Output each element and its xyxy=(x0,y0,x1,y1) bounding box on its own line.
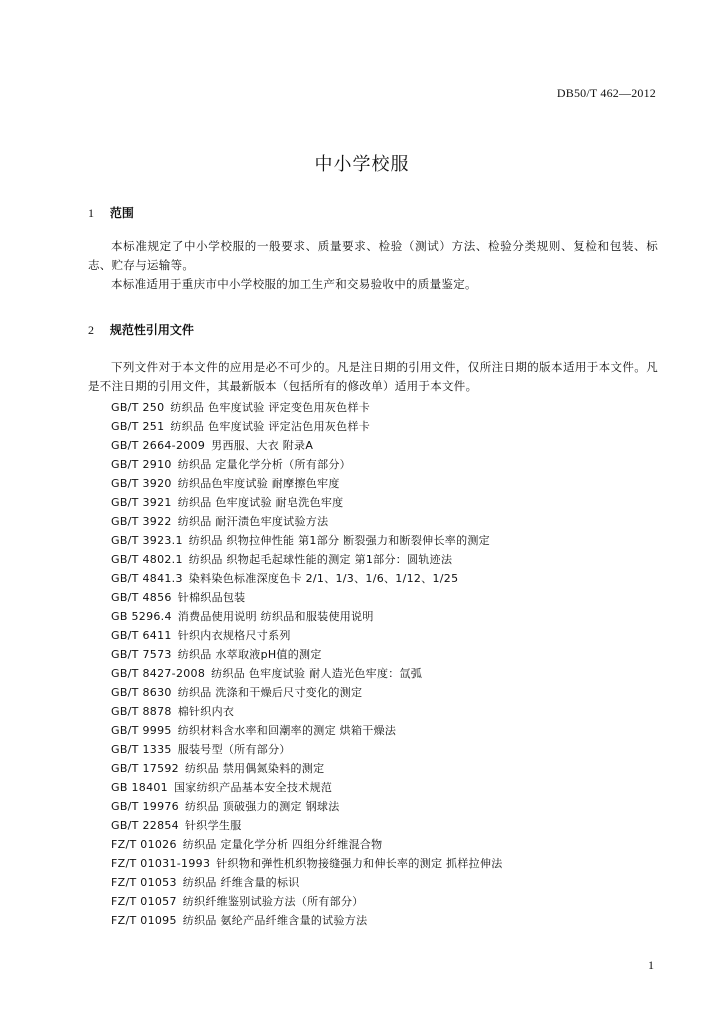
reference-code: FZ/T 01053 xyxy=(111,876,177,889)
reference-item xyxy=(111,816,503,835)
reference-title: 纺织纤维鉴别试验方法（所有部分） xyxy=(182,895,364,908)
page-number: 1 xyxy=(648,958,654,972)
reference-item xyxy=(111,740,503,759)
reference-title: 纺织品 水萃取液pH值的测定 xyxy=(177,648,322,661)
reference-item xyxy=(111,759,503,778)
reference-item xyxy=(111,398,503,417)
reference-title: 纺织品 顶破强力的测定 钢球法 xyxy=(185,800,340,813)
reference-title: 纺织品 纤维含量的标识 xyxy=(182,876,300,889)
reference-item xyxy=(111,531,503,550)
reference-title: 纺织品 色牢度试验 评定变色用灰色样卡 xyxy=(170,401,371,414)
reference-item xyxy=(111,854,503,873)
reference-code: GB/T 7573 xyxy=(111,648,172,661)
section-title: 规范性引用文件 xyxy=(109,323,194,337)
reference-title: 染料染色标准深度色卡 2/1、1/3、1/6、1/12、1/25 xyxy=(188,572,459,585)
section-heading-normative-references xyxy=(88,321,194,338)
reference-code: GB/T 2910 xyxy=(111,458,172,471)
reference-code: GB/T 8630 xyxy=(111,686,172,699)
reference-item xyxy=(111,778,503,797)
reference-title: 纺织品 色牢度试验 评定沾色用灰色样卡 xyxy=(170,420,371,433)
reference-item xyxy=(111,911,503,930)
reference-title: 纺织材料含水率和回潮率的测定 烘箱干燥法 xyxy=(177,724,397,737)
reference-item xyxy=(111,493,503,512)
reference-item xyxy=(111,569,503,588)
reference-code: GB/T 1335 xyxy=(111,743,172,756)
reference-title: 国家纺织产品基本安全技术规范 xyxy=(173,781,333,794)
reference-code: FZ/T 01031-1993 xyxy=(111,857,211,870)
reference-item xyxy=(111,436,503,455)
reference-item xyxy=(111,626,503,645)
reference-title: 针织学生服 xyxy=(185,819,242,832)
reference-code: FZ/T 01026 xyxy=(111,838,177,851)
reference-title: 纺织品 定量化学分析（所有部分） xyxy=(177,458,351,471)
reference-code: GB/T 3921 xyxy=(111,496,172,509)
document-title: 中小学校服 xyxy=(314,154,410,175)
reference-item xyxy=(111,512,503,531)
reference-item xyxy=(111,455,503,474)
section-number: 1 xyxy=(88,206,94,220)
reference-item xyxy=(111,645,503,664)
reference-title: 纺织品 色牢度试验 耐皂洗色牢度 xyxy=(177,496,344,509)
reference-title: 针棉织品包装 xyxy=(177,591,246,604)
reference-code: GB/T 3920 xyxy=(111,477,172,490)
reference-title: 纺织品色牢度试验 耐摩擦色牢度 xyxy=(177,477,340,490)
reference-item xyxy=(111,835,503,854)
reference-item xyxy=(111,683,503,702)
reference-code: GB/T 8427-2008 xyxy=(111,667,206,680)
reference-code: FZ/T 01095 xyxy=(111,914,177,927)
reference-title: 棉针织内衣 xyxy=(177,705,235,718)
reference-list xyxy=(111,398,503,930)
reference-item xyxy=(111,873,503,892)
reference-item xyxy=(111,892,503,911)
reference-title: 纺织品 织物拉伸性能 第1部分 断裂强力和断裂伸长率的测定 xyxy=(188,534,490,547)
reference-code: GB 18401 xyxy=(111,781,168,794)
reference-code: GB/T 4856 xyxy=(111,591,172,604)
reference-code: GB/T 8878 xyxy=(111,705,172,718)
reference-code: FZ/T 01057 xyxy=(111,895,177,908)
references-intro-paragraph: 下列文件对于本文件的应用是必不可少的。凡是注日期的引用文件，仅所注日期的版本适用于本文件。凡是不注日期的引用文件，其最新版本（包括所有的修改单）适用于本文件。 xyxy=(88,360,658,393)
reference-title: 针织物和弹性机织物接缝强力和伸长率的测定 抓样拉伸法 xyxy=(216,857,503,870)
reference-title: 服装号型（所有部分） xyxy=(177,743,291,756)
reference-title: 纺织品 氨纶产品纤维含量的试验方法 xyxy=(182,914,368,927)
reference-code: GB/T 3923.1 xyxy=(111,534,183,547)
reference-code: GB/T 4802.1 xyxy=(111,553,183,566)
reference-code: GB/T 6411 xyxy=(111,629,172,642)
reference-item xyxy=(111,721,503,740)
reference-code: GB/T 3922 xyxy=(111,515,172,528)
reference-code: GB/T 2664-2009 xyxy=(111,439,206,452)
reference-code: GB/T 19976 xyxy=(111,800,179,813)
reference-code: GB/T 251 xyxy=(111,420,165,433)
reference-title: 针织内衣规格尺寸系列 xyxy=(177,629,291,642)
reference-code: GB/T 9995 xyxy=(111,724,172,737)
reference-item xyxy=(111,702,503,721)
scope-paragraph: 本标准规定了中小学校服的一般要求、质量要求、检验（测试）方法、检验分类规则、复检和包装、标志、贮存与运输等。 xyxy=(88,239,658,272)
reference-item xyxy=(111,588,503,607)
reference-title: 纺织品 耐汗渍色牢度试验方法 xyxy=(177,515,329,528)
section-title: 范围 xyxy=(109,206,134,220)
reference-code: GB/T 17592 xyxy=(111,762,179,775)
reference-item xyxy=(111,417,503,436)
reference-title: 纺织品 洗涤和干燥后尺寸变化的测定 xyxy=(177,686,363,699)
reference-title: 纺织品 定量化学分析 四组分纤维混合物 xyxy=(182,838,383,851)
reference-title: 消费品使用说明 纺织品和服装使用说明 xyxy=(177,610,374,623)
section-heading-scope xyxy=(88,204,134,221)
reference-code: GB/T 250 xyxy=(111,401,165,414)
reference-item xyxy=(111,797,503,816)
reference-code: GB/T 22854 xyxy=(111,819,179,832)
reference-title: 纺织品 色牢度试验 耐人造光色牢度：氙弧 xyxy=(211,667,423,680)
reference-item xyxy=(111,664,503,683)
reference-code: GB/T 4841.3 xyxy=(111,572,183,585)
reference-item xyxy=(111,607,503,626)
reference-item xyxy=(111,550,503,569)
reference-title: 纺织品 禁用偶氮染料的测定 xyxy=(185,762,325,775)
document-code: DB50/T 462—2012 xyxy=(556,86,656,100)
reference-code: GB 5296.4 xyxy=(111,610,172,623)
reference-title: 纺织品 织物起毛起球性能的测定 第1部分：圆轨迹法 xyxy=(188,553,453,566)
scope-applicability-paragraph: 本标准适用于重庆市中小学校服的加工生产和交易验收中的质量鉴定。 xyxy=(111,277,477,291)
reference-title: 男西服、大衣 附录A xyxy=(211,439,314,452)
reference-item xyxy=(111,474,503,493)
section-number: 2 xyxy=(88,323,94,337)
